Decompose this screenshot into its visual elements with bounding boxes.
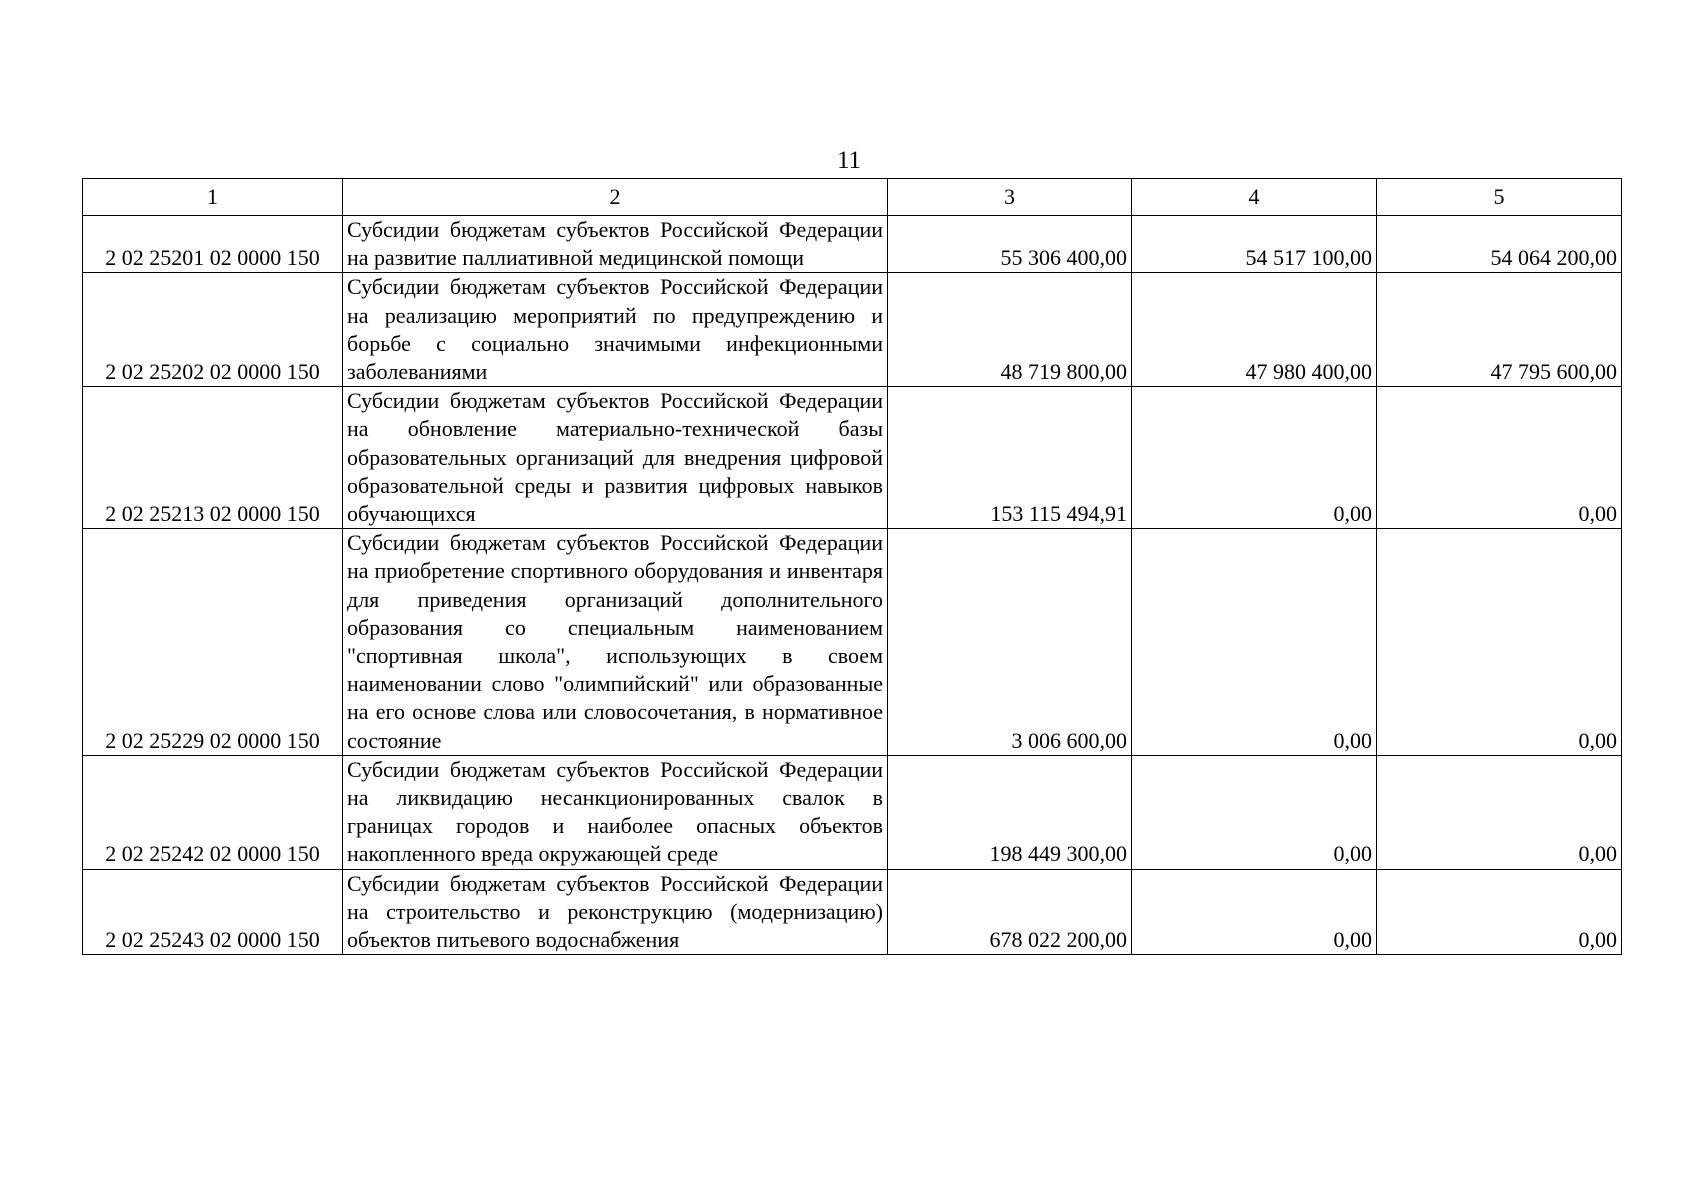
row-description: Субсидии бюджетам субъектов Российской Федерации на обновление материально-технической базы образовательных организаций для внедрения цифровой образовательной среды и развития цифровых навыков обучающихся [343, 387, 888, 529]
table-row [83, 869, 1622, 955]
table-row [83, 387, 1622, 529]
table-row [83, 755, 1622, 869]
row-value-col3: 678 022 200,00 [888, 869, 1132, 955]
row-code: 2 02 25243 02 0000 150 [83, 869, 343, 955]
table-row [83, 529, 1622, 756]
row-value-col3: 153 115 494,91 [888, 387, 1132, 529]
row-value-col5: 0,00 [1377, 869, 1622, 955]
row-description: Субсидии бюджетам субъектов Российской Федерации на приобретение спортивного оборудования и инвентаря для приведения организаций дополнительного образования со специальным наименованием "спортивная школа", использующих в своем наименовании слово "олимпийский" или образованные на его основе слова или словосочетания, в нормативное состояние [343, 529, 888, 756]
row-value-col5: 0,00 [1377, 387, 1622, 529]
row-description: Субсидии бюджетам субъектов Российской Федерации на ликвидацию несанкционированных свалок в границах городов и наиболее опасных объектов накопленного вреда окружающей среде [343, 755, 888, 869]
header-col-1: 1 [83, 179, 343, 216]
row-value-col4: 54 517 100,00 [1132, 216, 1377, 273]
row-value-col5: 47 795 600,00 [1377, 273, 1622, 387]
row-code: 2 02 25201 02 0000 150 [83, 216, 343, 273]
row-value-col5: 0,00 [1377, 755, 1622, 869]
row-value-col5: 0,00 [1377, 529, 1622, 756]
budget-table [82, 178, 1622, 955]
header-col-3: 3 [888, 179, 1132, 216]
header-row [83, 179, 1622, 216]
table-row [83, 273, 1622, 387]
row-code: 2 02 25213 02 0000 150 [83, 387, 343, 529]
header-col-2: 2 [343, 179, 888, 216]
table-row [83, 216, 1622, 273]
row-description: Субсидии бюджетам субъектов Российской Федерации на реализацию мероприятий по предупреждению и борьбе с социально значимыми инфекционными заболеваниями [343, 273, 888, 387]
row-code: 2 02 25229 02 0000 150 [83, 529, 343, 756]
row-value-col4: 0,00 [1132, 387, 1377, 529]
row-description: Субсидии бюджетам субъектов Российской Федерации на строительство и реконструкцию (модернизацию) объектов питьевого водоснабжения [343, 869, 888, 955]
page-number: 11 [836, 147, 862, 174]
table-header [83, 179, 1622, 216]
row-value-col3: 198 449 300,00 [888, 755, 1132, 869]
row-value-col3: 3 006 600,00 [888, 529, 1132, 756]
header-col-5: 5 [1377, 179, 1622, 216]
row-value-col4: 0,00 [1132, 869, 1377, 955]
row-value-col4: 47 980 400,00 [1132, 273, 1377, 387]
row-code: 2 02 25242 02 0000 150 [83, 755, 343, 869]
row-code: 2 02 25202 02 0000 150 [83, 273, 343, 387]
row-description: Субсидии бюджетам субъектов Российской Федерации на развитие паллиативной медицинской помощи [343, 216, 888, 273]
row-value-col3: 55 306 400,00 [888, 216, 1132, 273]
header-col-4: 4 [1132, 179, 1377, 216]
row-value-col3: 48 719 800,00 [888, 273, 1132, 387]
table-body [83, 216, 1622, 955]
row-value-col5: 54 064 200,00 [1377, 216, 1622, 273]
row-value-col4: 0,00 [1132, 529, 1377, 756]
row-value-col4: 0,00 [1132, 755, 1377, 869]
